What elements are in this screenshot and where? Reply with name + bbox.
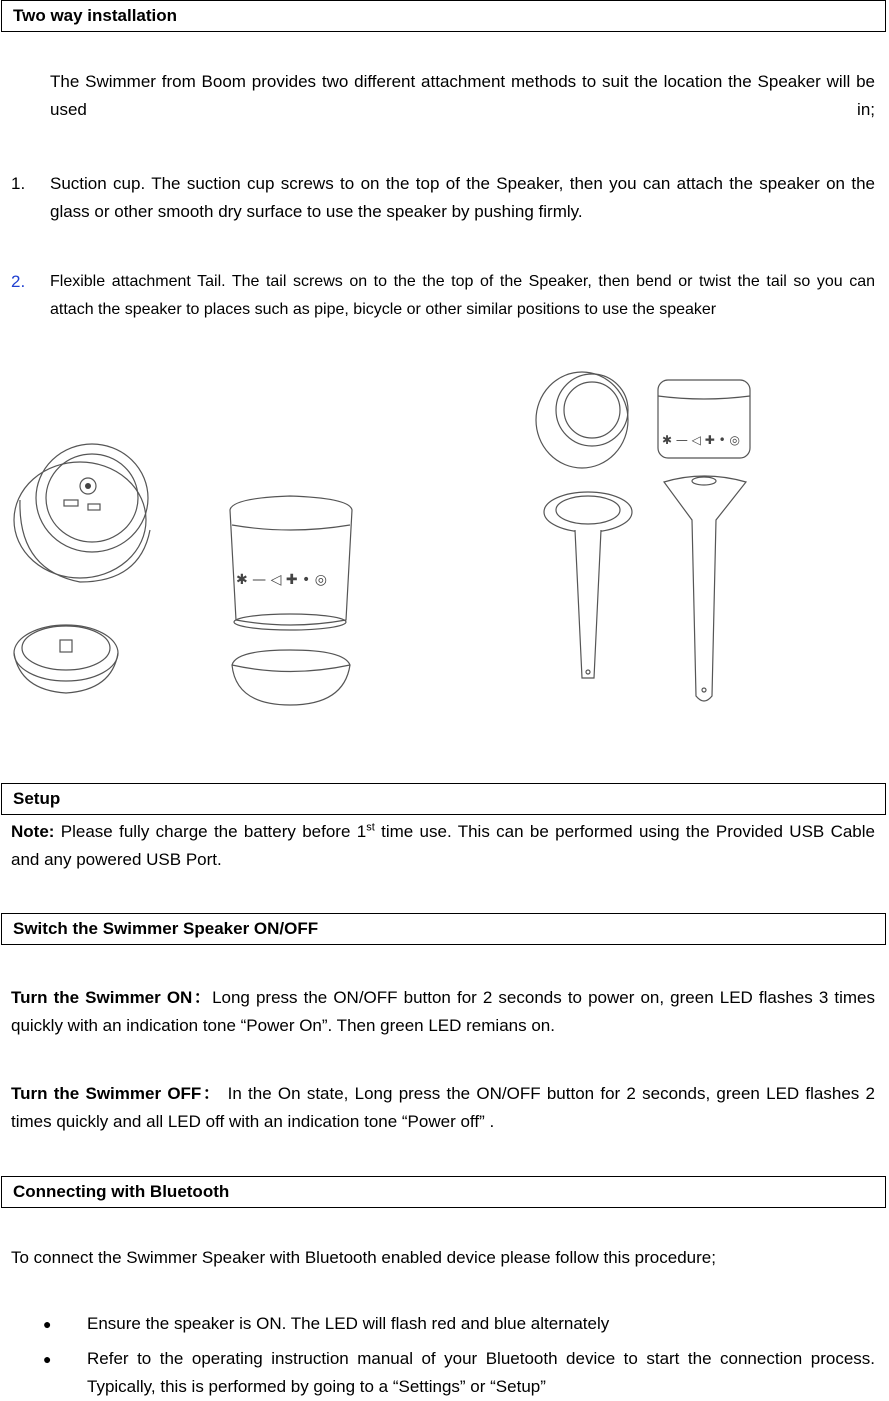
installation-heading: Two way installation — [1, 0, 886, 32]
switch-heading: Switch the Swimmer Speaker ON/OFF — [1, 913, 886, 945]
bullet-icon: ● — [43, 1316, 52, 1332]
note-text-a: Please fully charge the battery before 1 — [54, 822, 367, 841]
turn-on-text: Long press the ON/OFF button for 2 seconds to power on, green LED flashes 3 times quickly with an indication tone “Power On”. Then green LED remians on. — [11, 988, 875, 1035]
bluetooth-step-2: Refer to the operating instruction manual of your Bluetooth device to start the connection process. Typically, this is performed by going to a “Settings” or “Setup” — [87, 1349, 875, 1396]
note-text-b: time use. This can be performed using the Provided USB Cable and any powered USB Port. — [11, 822, 875, 869]
speaker-angled-drawing — [14, 444, 150, 582]
setup-note — [11, 818, 875, 874]
svg-text:✱ — ◁ ✚ • ◎: ✱ — ◁ ✚ • ◎ — [662, 433, 740, 447]
setup-heading: Setup — [1, 783, 886, 815]
suction-cup-drawing — [14, 625, 118, 693]
bluetooth-step-1: Ensure the speaker is ON. The LED will flash red and blue alternately — [87, 1314, 610, 1333]
turn-off-paragraph — [11, 1080, 875, 1136]
turn-off-text: In the On state, Long press the ON/OFF button for 2 seconds, green LED flashes 2 times quickly and all LED off with an indication tone “Power off” . — [11, 1084, 875, 1131]
bluetooth-intro: To connect the Swimmer Speaker with Bluetooth enabled device please follow this procedure; — [11, 1248, 716, 1267]
speaker-side-drawing — [230, 496, 352, 630]
speaker-tail-side-drawing — [658, 380, 750, 701]
svg-text:✱ — ◁ ✚ • ◎: ✱ — ◁ ✚ • ◎ — [236, 572, 327, 588]
installation-intro: The Swimmer from Boom provides two different attachment methods to suit the location the Speaker will be used in; — [50, 72, 875, 119]
turn-off-label: Turn the Swimmer OFF： — [11, 1084, 222, 1103]
note-label: Note: — [11, 822, 55, 841]
suction-cup-side-drawing — [232, 650, 350, 705]
suction-cup-item: Suction cup. The suction cup screws to on the top of the Speaker, then you can attach the speaker on the glass or other smooth dry surface to use the speaker by pushing firmly. — [50, 174, 875, 221]
note-superscript: st — [366, 821, 375, 834]
speaker-tail-drawing — [536, 372, 632, 678]
product-illustration — [0, 360, 889, 720]
tail-item: Flexible attachment Tail. The tail screws on to the the top of the Speaker, then bend or twist the tail so you can attach the speaker to places such as pipe, bicycle or other similar positions to use the speaker — [50, 273, 875, 318]
list-number-1: 1. — [11, 174, 26, 193]
bluetooth-heading: Connecting with Bluetooth — [1, 1176, 886, 1208]
turn-on-paragraph — [11, 984, 875, 1040]
bullet-icon: ● — [43, 1351, 52, 1367]
turn-on-label: Turn the Swimmer ON： — [11, 988, 213, 1007]
list-number-2: 2. — [11, 272, 26, 291]
